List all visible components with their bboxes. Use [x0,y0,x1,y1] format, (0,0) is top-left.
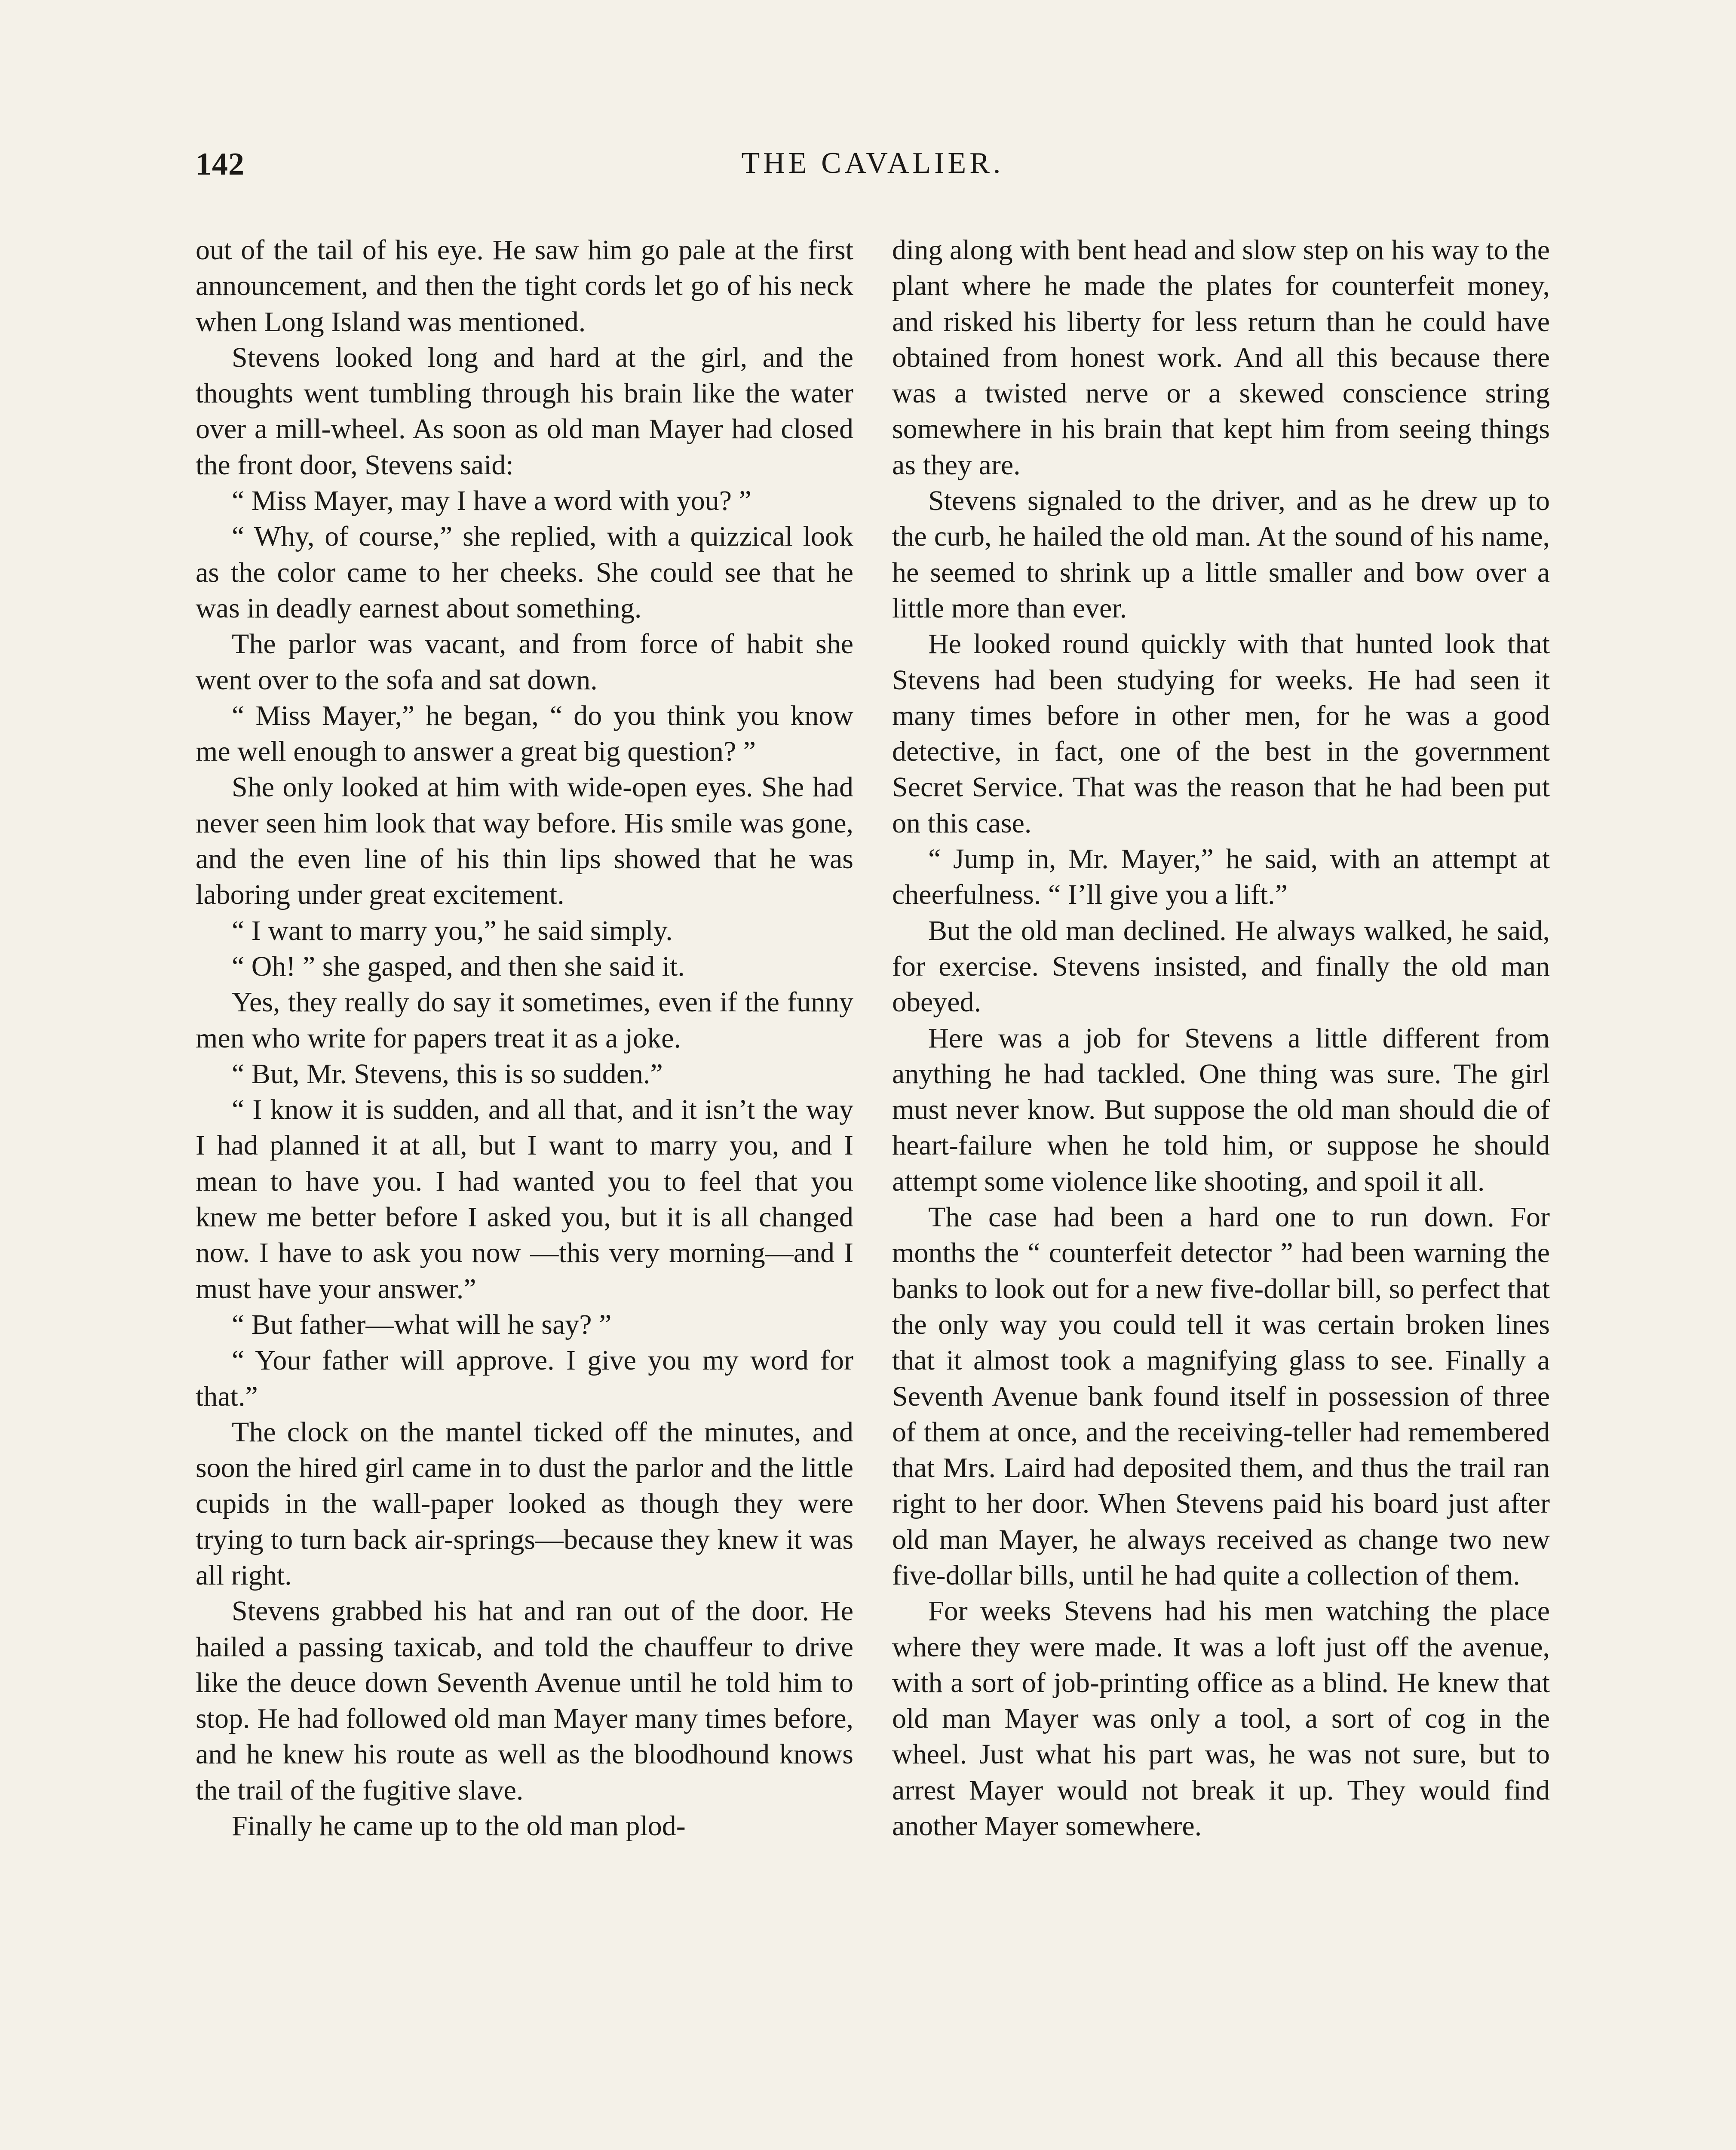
paragraph: The case had been a hard one to run down. For months the “ counterfeit detector ” had been warning the banks to look out for a new five-dollar bill, so perfect that the only way you could tell it was certain broken lines that it almost took a magnifying glass to see. Finally a Seventh Avenue bank found itself in possession of three of them at once, and the receiving-teller had remembered that Mrs. Laird had deposited them, and thus the trail ran right to her door. When Stevens paid his board just after old man Mayer, he always received as change two new five-dollar bills, until he had quite a collection of them. [892,1201,1550,1591]
paragraph: ding along with bent head and slow step on his way to the plant where he made the plates for counterfeit money, and risked his liberty for less return than he could have obtained from honest work. And all this because there was a twisted nerve or a skewed conscience string somewhere in his brain that kept him from seeing things as they are. [892,234,1550,481]
paragraph: “ Oh! ” she gasped, and then she said it. [232,950,685,982]
left-column [196,232,853,1844]
paragraph: But the old man declined. He always walked, he said, for exercise. Stevens insisted, and finally the old man obeyed. [892,915,1550,1018]
paragraph: out of the tail of his eye. He saw him go pale at the first announcement, and then the tight cords let go of his neck when Long Island was mentioned. [196,234,853,338]
paragraph: Stevens signaled to the driver, and as he drew up to the curb, he hailed the old man. At the sound of his name, he seemed to shrink up a little smaller and bow over a little more than ever. [892,485,1550,624]
running-head [196,146,1550,198]
paragraph: Here was a job for Stevens a little different from anything he had tackled. One thing was sure. The girl must never know. But suppose the old man should die of heart-failure when he told him, or suppose he should attempt some violence like shooting, and spoil it all. [892,1022,1550,1197]
paragraph: Yes, they really do say it sometimes, even if the funny men who write for papers treat it as a joke. [196,986,853,1054]
paragraph: “ Jump in, Mr. Mayer,” he said, with an attempt at cheerfulness. “ I’ll give you a lift.” [892,843,1550,911]
paragraph: “ Miss Mayer,” he began, “ do you think you know me well enough to answer a great big question? ” [196,700,853,768]
paragraph: “ Your father will approve. I give you my word for that.” [196,1345,853,1412]
right-column [892,232,1550,1844]
paragraph: He looked round quickly with that hunted look that Stevens had been studying for weeks. He had seen it many times before in other men, for he was a good detective, in fact, one of the best in the government Secret Service. That was the reason that he had been put on this case. [892,628,1550,839]
paragraph: Stevens looked long and hard at the girl, and the thoughts went tumbling through his brain like the water over a mill-wheel. As soon as old man Mayer had closed the front door, Stevens said: [196,341,853,481]
paragraph: “ But father—what will he say? ” [232,1308,612,1340]
paragraph: Finally he came up to the old man plod- [232,1810,686,1842]
paragraph: “ Why, of course,” she replied, with a quizzical look as the color came to her cheeks. She could see that he was in deadly earnest about something. [196,521,853,624]
paragraph: “ I want to marry you,” he said simply. [232,915,673,946]
paragraph: “ Miss Mayer, may I have a word with you? ” [232,485,751,517]
paragraph: “ But, Mr. Stevens, this is so sudden.” [232,1058,663,1090]
running-title: THE CAVALIER. [741,147,1004,180]
paragraph: The parlor was vacant, and from force of habit she went over to the sofa and sat down. [196,628,853,696]
paragraph: For weeks Stevens had his men watching the place where they were made. It was a loft just off the avenue, with a sort of job-printing office as a blind. He knew that old man Mayer was only a tool, a sort of cog in the wheel. Just what his part was, he was not sure, but to arrest Mayer would not break it up. They would find another Mayer somewhere. [892,1595,1550,1842]
paragraph: The clock on the mantel ticked off the minutes, and soon the hired girl came in to dust the parlor and the little cupids in the wall-paper looked as though they were trying to turn back air-springs—because they knew it was all right. [196,1416,853,1591]
page-number: 142 [196,147,245,182]
paragraph: Stevens grabbed his hat and ran out of the door. He hailed a passing taxicab, and told the chauffeur to drive like the deuce down Seventh Avenue until he told him to stop. He had followed old man Mayer many times before, and he knew his route as well as the bloodhound knows the trail of the fugitive slave. [196,1595,853,1806]
paragraph: “ I know it is sudden, and all that, and it isn’t the way I had planned it at all, but I want to marry you, and I mean to have you. I had wanted you to feel that you knew me better before I asked you, but it is all changed now. I have to ask you now —this very morning—and I must have your answer.” [196,1094,853,1305]
paragraph: She only looked at him with wide-open eyes. She had never seen him look that way before. His smile was gone, and the even line of his thin lips showed that he was laboring under great excitement. [196,771,853,911]
